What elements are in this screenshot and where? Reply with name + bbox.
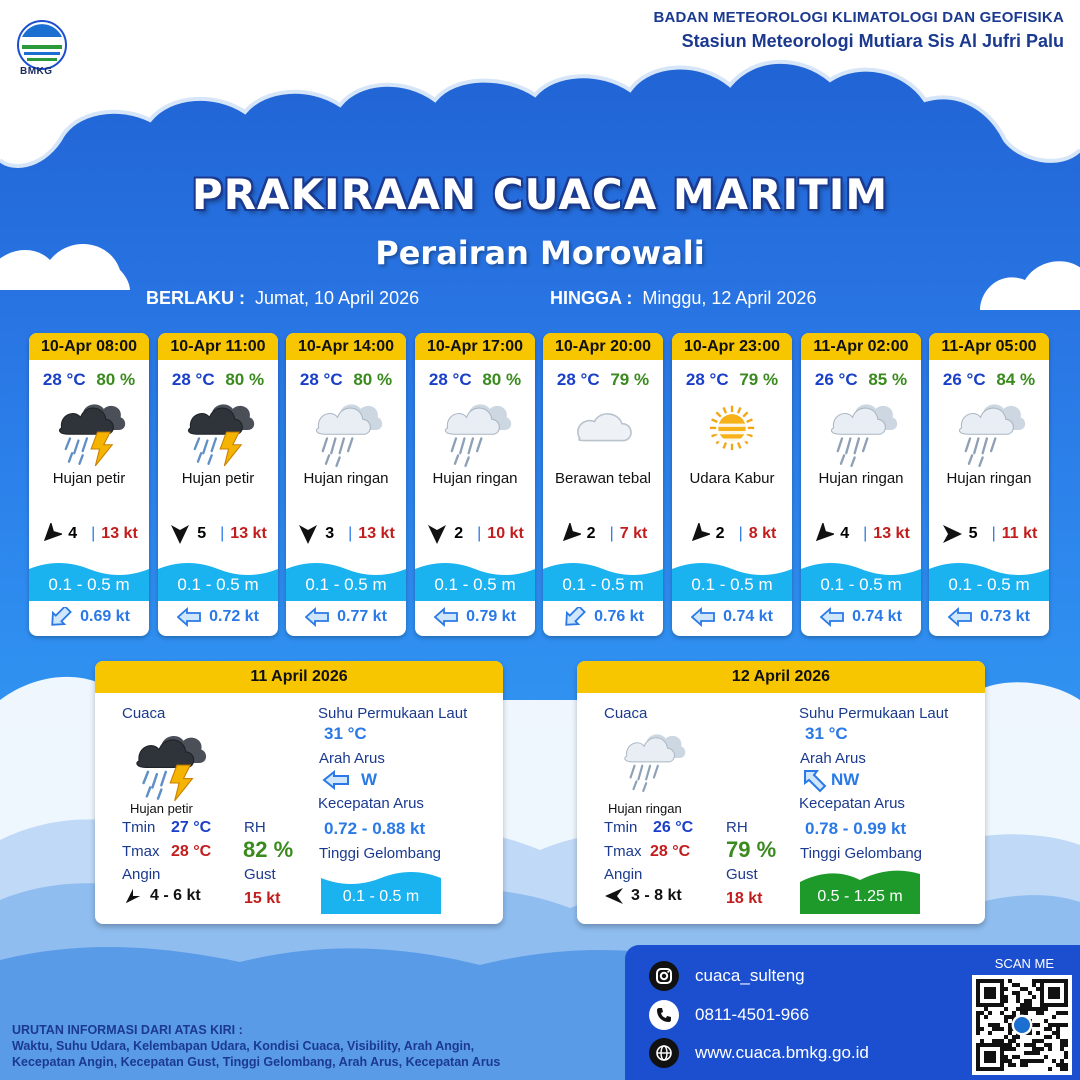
- weather-condition: Hujan petir: [130, 801, 193, 816]
- globe-icon: [649, 1038, 679, 1068]
- forecast-condition: Berawan tebal: [555, 470, 651, 487]
- forecast-card: [29, 333, 149, 636]
- wind-value: 3 - 8 kt: [631, 887, 682, 904]
- forecast-condition: Hujan petir: [181, 470, 255, 487]
- wave-height-value: 0.5 - 1.25 m: [817, 888, 903, 905]
- forecast-temperature: 28 °C: [685, 370, 729, 389]
- wind-arrow-icon: [124, 887, 142, 909]
- forecast-wind: [543, 523, 663, 545]
- current-speed: 0.77 kt: [337, 608, 387, 625]
- gust-speed: 13 kt: [230, 525, 267, 542]
- current-speed: 0.69 kt: [80, 608, 130, 625]
- wave-height-box: [415, 561, 535, 601]
- current-speed-value: 0.72 - 0.88 kt: [324, 819, 426, 838]
- wave-height-value: 0.1 - 0.5 m: [562, 575, 644, 594]
- wind-arrow-icon: [559, 523, 581, 545]
- light-rain-icon: [415, 392, 535, 468]
- light-rain-icon: [929, 392, 1049, 468]
- wave-height-value: 0.1 - 0.5 m: [691, 575, 773, 594]
- validity-to-value: Minggu, 12 April 2026: [642, 288, 817, 308]
- current-arrow-icon: [820, 607, 844, 627]
- rh-label: RH: [244, 819, 266, 836]
- page-subtitle: Perairan Morowali: [375, 234, 705, 272]
- current-speed: 0.79 kt: [466, 608, 516, 625]
- validity-from-value: Jumat, 10 April 2026: [255, 288, 420, 308]
- sst-label: Suhu Permukaan Laut: [799, 705, 949, 722]
- qr-code-icon[interactable]: [972, 975, 1072, 1075]
- website-url: www.cuaca.bmkg.go.id: [695, 1043, 869, 1062]
- forecast-time: 10-Apr 23:00: [672, 333, 792, 360]
- wind-arrow-icon: [40, 523, 62, 545]
- forecast-humidity: 79 %: [739, 370, 779, 389]
- weather-label: Cuaca: [122, 705, 166, 722]
- west-arrow-icon: [322, 770, 350, 794]
- gust-speed: 8 kt: [748, 525, 777, 542]
- light-rain-icon: [617, 723, 687, 797]
- forecast-current: [158, 607, 278, 627]
- forecast-condition: Hujan ringan: [432, 470, 518, 487]
- legend-note-line: Waktu, Suhu Udara, Kelembapan Udara, Kondisi Cuaca, Visibility, Arah Angin,: [12, 1039, 475, 1053]
- wave-height-box: [672, 561, 792, 601]
- forecast-temperature: 26 °C: [942, 370, 986, 389]
- gust-speed: 13 kt: [101, 525, 138, 542]
- separator: |: [863, 525, 868, 542]
- wave-height-label: Tinggi Gelombang: [800, 845, 923, 862]
- forecast-temps: [929, 370, 1049, 390]
- wave-height-value: 0.1 - 0.5 m: [305, 575, 387, 594]
- weather-label: Cuaca: [604, 705, 648, 722]
- validity-to: [550, 288, 816, 309]
- forecast-humidity: 80 %: [96, 370, 136, 389]
- separator: |: [609, 525, 614, 542]
- forecast-temps: [415, 370, 535, 390]
- light-rain-icon: [801, 392, 921, 468]
- forecast-condition: Udara Kabur: [689, 470, 775, 487]
- wind-speed: 2: [586, 525, 596, 542]
- instagram-icon: [649, 961, 679, 991]
- wave-height-box: [286, 561, 406, 601]
- forecast-humidity: 80 %: [225, 370, 265, 389]
- daily-panel: [577, 661, 985, 924]
- sst-label: Suhu Permukaan Laut: [318, 705, 468, 722]
- wave-height-label: Tinggi Gelombang: [319, 845, 442, 862]
- northwest-arrow-icon: [802, 768, 828, 798]
- forecast-temperature: 28 °C: [299, 370, 343, 389]
- wave-height-box: [929, 561, 1049, 601]
- gust-speed: 10 kt: [487, 525, 524, 542]
- daily-date: 12 April 2026: [577, 661, 985, 693]
- forecast-temperature: 28 °C: [42, 370, 86, 389]
- forecast-current: [543, 607, 663, 627]
- rh-label: RH: [726, 819, 748, 836]
- wind-arrow-icon: [169, 523, 191, 545]
- weather-condition: Hujan ringan: [608, 801, 682, 816]
- forecast-wind: [801, 523, 921, 545]
- tmin-label: Tmin: [122, 819, 156, 836]
- forecast-card: [929, 333, 1049, 636]
- gust-label: Gust: [244, 866, 276, 883]
- thunderstorm-icon: [128, 723, 208, 807]
- current-direction-value: NW: [831, 770, 860, 789]
- forecast-time: 10-Apr 20:00: [543, 333, 663, 360]
- daily-date: 11 April 2026: [95, 661, 503, 693]
- current-arrow-icon: [177, 607, 201, 627]
- wind-arrow-icon: [688, 523, 710, 545]
- tmax-label: Tmax: [122, 843, 160, 860]
- forecast-humidity: 80 %: [353, 370, 393, 389]
- wind-speed: 5: [968, 525, 978, 542]
- current-speed-label: Kecepatan Arus: [799, 795, 905, 812]
- legend-note: [12, 1022, 500, 1070]
- separator: |: [738, 525, 743, 542]
- sst-value: 31 °C: [324, 724, 367, 743]
- forecast-card: [286, 333, 406, 636]
- current-speed: 0.72 kt: [209, 608, 259, 625]
- current-speed: 0.74 kt: [852, 608, 902, 625]
- forecast-card: [543, 333, 663, 636]
- forecast-wind: [158, 523, 278, 545]
- separator: |: [477, 525, 482, 542]
- wind-speed: 2: [715, 525, 725, 542]
- phone-number: 0811-4501-966: [695, 1005, 810, 1024]
- forecast-card: [158, 333, 278, 636]
- current-arrow-icon: [305, 607, 329, 627]
- separator: |: [220, 525, 225, 542]
- forecast-temperature: 28 °C: [171, 370, 215, 389]
- wind-arrow-icon: [941, 523, 963, 545]
- current-arrow-icon: [434, 607, 458, 627]
- sst-value: 31 °C: [805, 724, 848, 743]
- forecast-condition: Hujan ringan: [946, 470, 1032, 487]
- forecast-current: [929, 607, 1049, 627]
- wave-height-box: [801, 561, 921, 601]
- current-direction-label: Arah Arus: [319, 750, 385, 767]
- website-link[interactable]: [649, 1038, 869, 1068]
- wave-height-value: 0.1 - 0.5 m: [342, 888, 420, 905]
- tmax-label: Tmax: [604, 843, 642, 860]
- forecast-humidity: 84 %: [996, 370, 1036, 389]
- forecast-humidity: 85 %: [868, 370, 908, 389]
- forecast-temps: [29, 370, 149, 390]
- forecast-current: [415, 607, 535, 627]
- forecast-current: [672, 607, 792, 627]
- agency-name: BADAN METEOROLOGI KLIMATOLOGI DAN GEOFISIKA: [653, 9, 1064, 26]
- wave-height-box: [321, 868, 441, 914]
- forecast-condition: Hujan ringan: [818, 470, 904, 487]
- wind-speed: 3: [325, 525, 335, 542]
- thunderstorm-icon: [29, 392, 149, 468]
- forecast-wind: [29, 523, 149, 545]
- instagram-handle: cuaca_sulteng: [695, 966, 805, 985]
- wave-height-box: [543, 561, 663, 601]
- wind-value: 4 - 6 kt: [150, 887, 201, 904]
- forecast-current: [29, 607, 149, 627]
- station-name: Stasiun Meteorologi Mutiara Sis Al Jufri Palu: [681, 31, 1064, 51]
- forecast-temps: [801, 370, 921, 390]
- wind-speed: 4: [840, 525, 850, 542]
- tmax-value: 28 °C: [650, 843, 691, 860]
- legend-note-line: Kecepatan Angin, Kecepatan Gust, Tinggi Gelombang, Arah Arus, Kecepatan Arus: [12, 1055, 501, 1069]
- forecast-wind: [929, 523, 1049, 545]
- validity-from: [146, 288, 419, 309]
- forecast-wind: [415, 523, 535, 545]
- wave-height-value: 0.1 - 0.5 m: [48, 575, 130, 594]
- forecast-time: 10-Apr 08:00: [29, 333, 149, 360]
- gust-speed: 13 kt: [873, 525, 910, 542]
- current-arrow-icon: [562, 607, 586, 627]
- phone-icon: [649, 1000, 679, 1030]
- forecast-condition: Hujan petir: [52, 470, 126, 487]
- forecast-time: 10-Apr 17:00: [415, 333, 535, 360]
- wave-height-value: 0.1 - 0.5 m: [948, 575, 1030, 594]
- wave-height-value: 0.1 - 0.5 m: [177, 575, 259, 594]
- forecast-time: 10-Apr 14:00: [286, 333, 406, 360]
- forecast-time: 11-Apr 02:00: [801, 333, 921, 360]
- wind-arrow-icon: [812, 523, 834, 545]
- forecast-wind: [286, 523, 406, 545]
- current-arrow-icon: [48, 607, 72, 627]
- forecast-time: 11-Apr 05:00: [929, 333, 1049, 360]
- page-title: PRAKIRAAN CUACA MARITIM: [191, 170, 889, 219]
- wave-height-box: [800, 868, 920, 914]
- current-arrow-icon: [948, 607, 972, 627]
- forecast-wind: [672, 523, 792, 545]
- wave-height-value: 0.1 - 0.5 m: [434, 575, 516, 594]
- gust-value: 18 kt: [726, 890, 763, 907]
- tmin-label: Tmin: [604, 819, 638, 836]
- wind-arrow-icon: [426, 523, 448, 545]
- wind-label: Angin: [122, 866, 161, 883]
- tmin-value: 27 °C: [171, 819, 212, 836]
- tmax-value: 28 °C: [171, 843, 212, 860]
- forecast-temps: [543, 370, 663, 390]
- wind-speed: 2: [454, 525, 464, 542]
- wave-height-value: 0.1 - 0.5 m: [820, 575, 902, 594]
- current-arrow-icon: [691, 607, 715, 627]
- forecast-temps: [672, 370, 792, 390]
- forecast-temps: [286, 370, 406, 390]
- forecast-temperature: 28 °C: [428, 370, 472, 389]
- forecast-card: [672, 333, 792, 636]
- daily-panel: [95, 661, 503, 924]
- wave-height-box: [29, 561, 149, 601]
- forecast-temps: [158, 370, 278, 390]
- current-direction-label: Arah Arus: [800, 750, 866, 767]
- phone-link[interactable]: [649, 1000, 809, 1030]
- forecast-time: 10-Apr 11:00: [158, 333, 278, 360]
- overcast-icon: [543, 392, 663, 468]
- separator: |: [348, 525, 353, 542]
- rh-value: 82 %: [243, 837, 294, 862]
- forecast-card: [415, 333, 535, 636]
- wind-speed: 5: [197, 525, 207, 542]
- validity-to-label: HINGGA :: [550, 288, 633, 308]
- logo-text: BMKG: [20, 66, 53, 77]
- current-speed-label: Kecepatan Arus: [318, 795, 424, 812]
- current-speed: 0.73 kt: [980, 608, 1030, 625]
- forecast-temperature: 26 °C: [814, 370, 858, 389]
- forecast-current: [286, 607, 406, 627]
- agency-header: [653, 9, 1064, 52]
- scan-me-label: SCAN ME: [994, 956, 1054, 971]
- forecast-card: [801, 333, 921, 636]
- instagram-link[interactable]: [649, 961, 805, 991]
- wave-height-box: [158, 561, 278, 601]
- gust-value: 15 kt: [244, 890, 281, 907]
- gust-speed: 7 kt: [619, 525, 648, 542]
- haze-icon: [672, 392, 792, 468]
- current-speed-value: 0.78 - 0.99 kt: [805, 819, 907, 838]
- tmin-value: 26 °C: [653, 819, 694, 836]
- forecast-condition: Hujan ringan: [303, 470, 389, 487]
- gust-label: Gust: [726, 866, 758, 883]
- current-direction-value: W: [361, 770, 378, 789]
- forecast-humidity: 80 %: [482, 370, 522, 389]
- wind-speed: 4: [68, 525, 78, 542]
- current-speed: 0.76 kt: [594, 608, 644, 625]
- wind-label: Angin: [604, 866, 643, 883]
- forecast-cards: [29, 333, 1054, 638]
- validity-from-label: BERLAKU :: [146, 288, 245, 308]
- wind-arrow-icon: [604, 887, 624, 909]
- separator: |: [991, 525, 996, 542]
- current-speed: 0.74 kt: [723, 608, 773, 625]
- legend-note-title: URUTAN INFORMASI DARI ATAS KIRI :: [12, 1023, 243, 1037]
- gust-speed: 13 kt: [358, 525, 395, 542]
- forecast-current: [801, 607, 921, 627]
- forecast-humidity: 79 %: [610, 370, 650, 389]
- separator: |: [91, 525, 96, 542]
- forecast-temperature: 28 °C: [556, 370, 600, 389]
- gust-speed: 11 kt: [1001, 525, 1038, 542]
- thunderstorm-icon: [158, 392, 278, 468]
- light-rain-icon: [286, 392, 406, 468]
- wind-arrow-icon: [297, 523, 319, 545]
- rh-value: 79 %: [726, 837, 777, 862]
